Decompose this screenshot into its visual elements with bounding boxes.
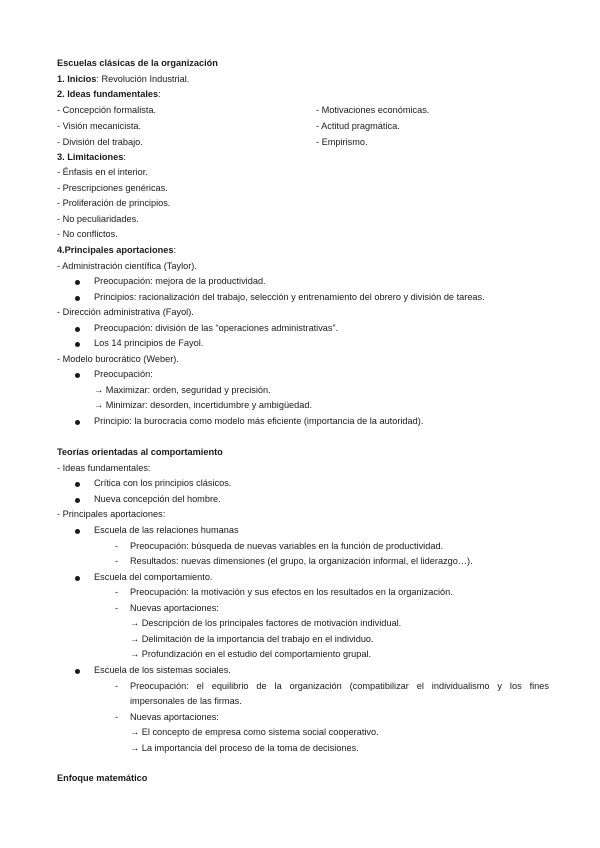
- section-title-enfoque-matematico: Enfoque matemático: [57, 773, 148, 783]
- bullet-icon: [75, 420, 80, 425]
- sistemas-preocupacion-line2: impersonales de las firmas.: [130, 696, 242, 706]
- bullet-icon: [75, 482, 80, 487]
- comportamiento-preocupacion: Preocupación: la motivación y sus efectos en los resultados en la organización.: [130, 587, 453, 597]
- idea-left-1: - Concepción formalista.: [57, 105, 157, 115]
- bullet-icon: [75, 280, 80, 285]
- inicios-text: : Revolución Industrial.: [96, 74, 190, 84]
- dash-icon: -: [115, 587, 119, 597]
- ideas-heading-text: 2. Ideas fundamentales: [57, 89, 159, 99]
- ideas-critica: Crítica con los principios clásicos.: [94, 478, 232, 488]
- bullet-icon: [75, 342, 80, 347]
- escuela-relaciones-humanas: Escuela de las relaciones humanas: [94, 525, 239, 535]
- item-principales-aportaciones: - Principales aportaciones:: [57, 509, 166, 519]
- bullet-icon: [75, 373, 80, 378]
- dash-icon: -: [115, 556, 119, 566]
- relaciones-resultados: Resultados: nuevas dimensiones (el grupo, la organización informal, el liderazgo…).: [130, 556, 473, 566]
- bullet-icon: [75, 576, 80, 581]
- item-ideas-fundamentales: - Ideas fundamentales:: [57, 463, 151, 473]
- ideas-heading-colon: :: [158, 89, 161, 99]
- sistemas-preocupacion-line1: Preocupación: el equilibrio de la organización (compatibilizar el individualismo y los fines: [130, 681, 549, 691]
- comportamiento-aportacion-3: → Profundización en el estudio del comportamiento grupal.: [130, 649, 372, 659]
- idea-left-2: - Visión mecanicista.: [57, 121, 142, 131]
- idea-right-1: - Motivaciones económicas.: [316, 105, 430, 115]
- taylor-preocupacion: Preocupación: mejora de la productividad.: [94, 276, 266, 286]
- comportamiento-nuevas-aportaciones: Nuevas aportaciones:: [130, 603, 219, 613]
- limit-heading-text: 3. Limitaciones: [57, 152, 124, 162]
- item-inicios: [57, 75, 189, 84]
- bullet-icon: [75, 669, 80, 674]
- bullet-icon: [75, 529, 80, 534]
- comportamiento-aportacion-1: → Descripción de los principales factores de motivación individual.: [130, 618, 402, 628]
- inicios-number: 1.: [57, 74, 65, 84]
- aport-heading-colon: :: [173, 245, 176, 255]
- item-taylor: - Administración científica (Taylor).: [57, 261, 197, 271]
- taylor-principios: Principios: racionalización del trabajo, selección y entrenamiento del obrero y división de tareas.: [94, 292, 485, 302]
- bullet-icon: [75, 296, 80, 301]
- inicios-label: Inicios: [67, 74, 97, 84]
- escuela-comportamiento: Escuela del comportamiento.: [94, 572, 213, 582]
- fayol-principios: Los 14 principios de Fayol.: [94, 338, 204, 348]
- heading-ideas-fundamentales: [57, 90, 161, 99]
- bullet-icon: [75, 327, 80, 332]
- weber-minimizar: → Minimizar: desorden, incertidumbre y ambigüedad.: [94, 400, 313, 410]
- section-title-teorias-comportamiento: Teorías orientadas al comportamiento: [57, 447, 223, 457]
- idea-right-2: - Actitud pragmática.: [316, 121, 400, 131]
- limit-heading-colon: :: [123, 152, 126, 162]
- limitacion-5: - No conflictos.: [57, 229, 118, 239]
- dash-icon: -: [115, 712, 119, 722]
- bullet-icon: [75, 498, 80, 503]
- escuela-sistemas-sociales: Escuela de los sistemas sociales.: [94, 665, 231, 675]
- weber-preocupacion: Preocupación:: [94, 369, 153, 379]
- limitacion-2: - Prescripciones genéricas.: [57, 183, 168, 193]
- weber-maximizar: → Maximizar: orden, seguridad y precisión.: [94, 385, 271, 395]
- limitacion-1: - Énfasis en el interior.: [57, 167, 148, 177]
- idea-left-3: - División del trabajo.: [57, 137, 143, 147]
- aport-heading-text: 4.Principales aportaciones: [57, 245, 174, 255]
- heading-limitaciones: [57, 153, 126, 162]
- sistemas-nuevas-aportaciones: Nuevas aportaciones:: [130, 712, 219, 722]
- relaciones-preocupacion: Preocupación: búsqueda de nuevas variables en la función de productividad.: [130, 541, 444, 551]
- section-title-escuelas-clasicas: Escuelas clásicas de la organización: [57, 58, 218, 68]
- item-fayol: - Dirección administrativa (Fayol).: [57, 307, 194, 317]
- dash-icon: -: [115, 541, 119, 551]
- item-weber: - Modelo burocrático (Weber).: [57, 354, 179, 364]
- comportamiento-aportacion-2: → Delimitación de la importancia del trabajo en el individuo.: [130, 634, 374, 644]
- ideas-nueva-concepcion: Nueva concepción del hombre.: [94, 494, 221, 504]
- dash-icon: -: [115, 603, 119, 613]
- fayol-preocupacion: Preocupación: división de las “operaciones administrativas”.: [94, 323, 339, 333]
- dash-icon: -: [115, 681, 119, 691]
- sistemas-aportacion-1: → El concepto de empresa como sistema social cooperativo.: [130, 727, 379, 737]
- sistemas-aportacion-2: → La importancia del proceso de la toma de decisiones.: [130, 743, 359, 753]
- limitacion-3: - Proliferación de principios.: [57, 198, 171, 208]
- heading-principales-aportaciones: [57, 246, 176, 255]
- weber-principio: Principio: la burocracia como modelo más eficiente (importancia de la autoridad).: [94, 416, 424, 426]
- idea-right-3: - Empirismo.: [316, 137, 368, 147]
- limitacion-4: - No peculiaridades.: [57, 214, 139, 224]
